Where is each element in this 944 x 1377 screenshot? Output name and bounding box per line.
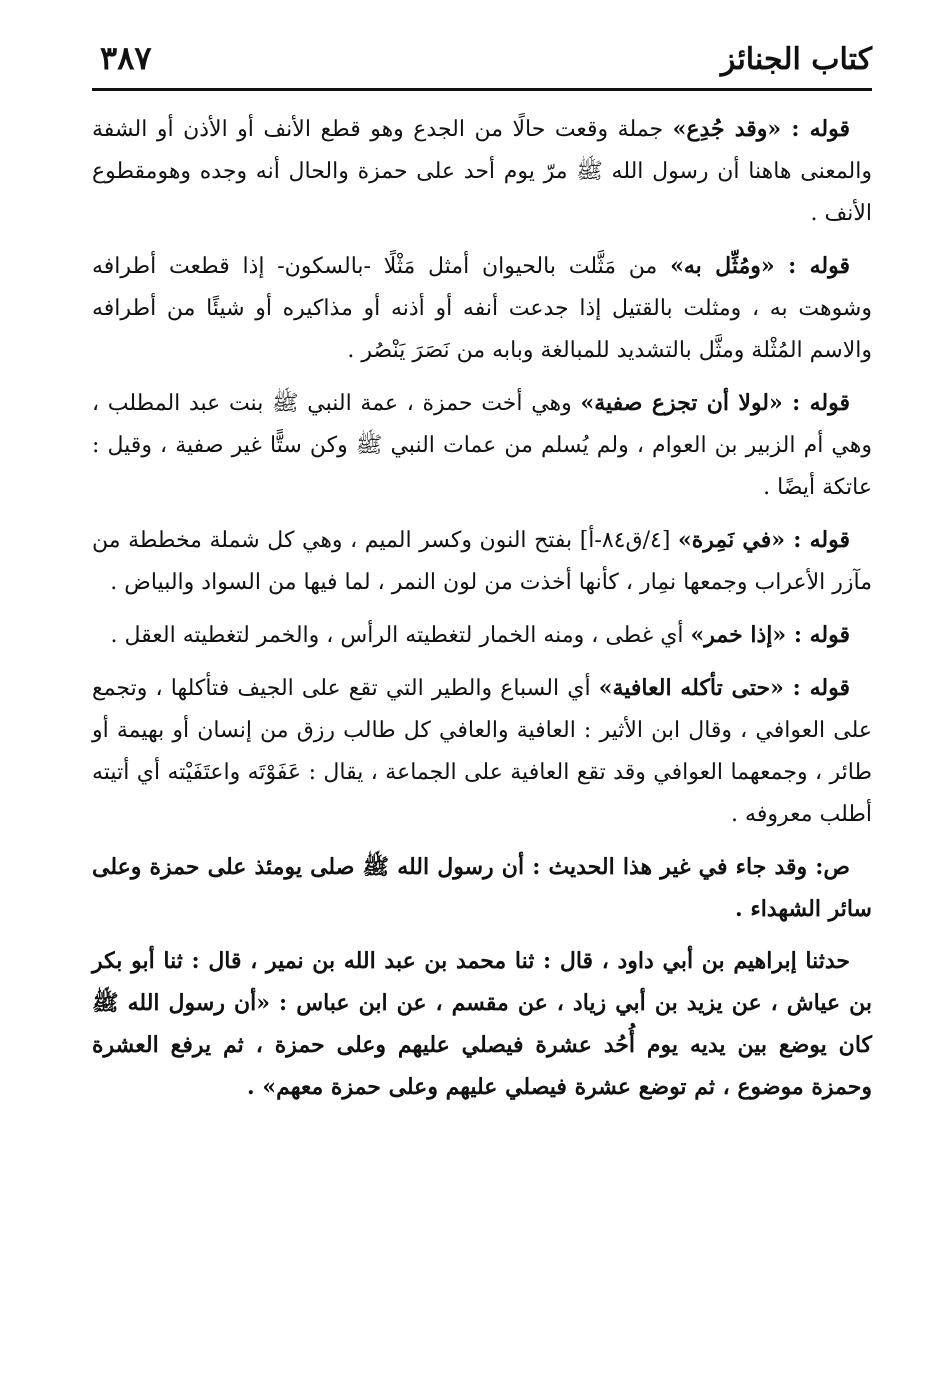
paragraph-text: وقد جاء في غير هذا الحديث : أن رسول الله ﷺ صلى يومئذ على حمزة وعلى سائر الشهداء . [92, 854, 872, 922]
paragraph-afiya [92, 667, 872, 836]
paragraph-lead: قوله : [782, 390, 850, 416]
paragraph-text: أي غطى ، ومنه الخمار لتغطيته الرأس ، والخمر لتغطيته العقل . [110, 623, 691, 648]
paragraph-sad [92, 846, 872, 930]
paragraph-text: جملة وقعت حالًا من الجدع وهو قطع الأنف أو الأذن أو الشفة والمعنى هاهنا أن رسول الله ﷺ مرّ يوم أحد على حمزة والحال أنه وجده وهومقطوع الأنف . [92, 117, 872, 226]
paragraph-quote: «حتى تأكله العافية» [598, 675, 784, 701]
paragraph-text: من مَثَّلت بالحيوان أمثل مَثْلًا -بالسكون- إذا قطعت أطرافه وشوهت به ، ومثلت بالقتيل إذا جدعت أنفه أو أذنه أو مذاكيره أو شيئًا من أطرافه والاسم المُثْلة ومثَّل بالتشديد للمبالغة وبابه من نَصَرَ يَنْصُر . [92, 254, 872, 363]
paragraph-namira [92, 519, 872, 604]
paragraph-khumir [92, 614, 872, 657]
paragraph-quote: «في نَمِرة» [677, 527, 786, 553]
paragraph-safiyya [92, 382, 872, 509]
paragraph-lead: قوله : [781, 116, 850, 142]
chapter-title: كتاب الجنائز [720, 42, 872, 77]
paragraph-lead: قوله : [786, 622, 850, 648]
paragraph-text: حدثنا إبراهيم بن أبي داود ، قال : ثنا محمد بن عبد الله بن نمير ، قال : ثنا أبو بكر بن عياش ، عن يزيد بن أبي زياد ، عن مقسم ، عن ابن عباس : «أن رسول الله ﷺ كان يوضع بين يديه يوم أُحُد عشرة فيصلي عليهم وعلى حمزة ، ثم يرفع العشرة وحمزة موضوع ، ثم توضع عشرة فيصلي عليهم وعلى حمزة معهم» . [92, 948, 872, 1100]
paragraph-muthil [92, 245, 872, 372]
page-number: ٣٨٧ [100, 39, 152, 77]
paragraph-text: [٤/ق٨٤-أ] بفتح النون وكسر الميم ، وهي كل شملة مخططة من مآزر الأعراب وجمعها نمِار ، كأنها أخذت من لون النمر ، لما فيها من السواد والبياض . [92, 528, 872, 595]
paragraph-quote: «إذا خمر» [690, 622, 787, 648]
paragraph-jude [92, 108, 872, 235]
paragraph-hadith [92, 940, 872, 1108]
paragraph-lead: قوله : [785, 527, 850, 553]
paragraph-lead: ص: [807, 854, 850, 880]
paragraph-quote: «وقد جُدِع» [672, 116, 782, 142]
paragraph-quote: «ومُثِّل به» [670, 253, 775, 279]
paragraph-text: وهي أخت حمزة ، عمة النبي ﷺ بنت عبد المطلب ، وهي أم الزبير بن العوام ، ولم يُسلم من عمات النبي ﷺ وكن ستًّا غير صفية ، وقيل : عاتكة أيضًا . [92, 391, 872, 500]
page-header [92, 30, 872, 86]
paragraph-lead: قوله : [783, 675, 850, 701]
paragraph-lead: قوله : [774, 253, 850, 279]
paragraph-text: أي السباع والطير التي تقع على الجيف فتأكلها ، وتجمع على العوافي ، وقال ابن الأثير : العافية والعافي كل طالب رزق من إنسان أو بهيمة أو طائر ، وجمعهما العوافي وقد تقع العافية على الجماعة ، يقال : عَفَوْتَه واعتَفَيْته أي أتيته أطلب معروفه . [92, 676, 872, 827]
header-divider [92, 88, 872, 91]
page-body [92, 108, 872, 1118]
paragraph-quote: «لولا أن تجزع صفية» [580, 390, 783, 416]
